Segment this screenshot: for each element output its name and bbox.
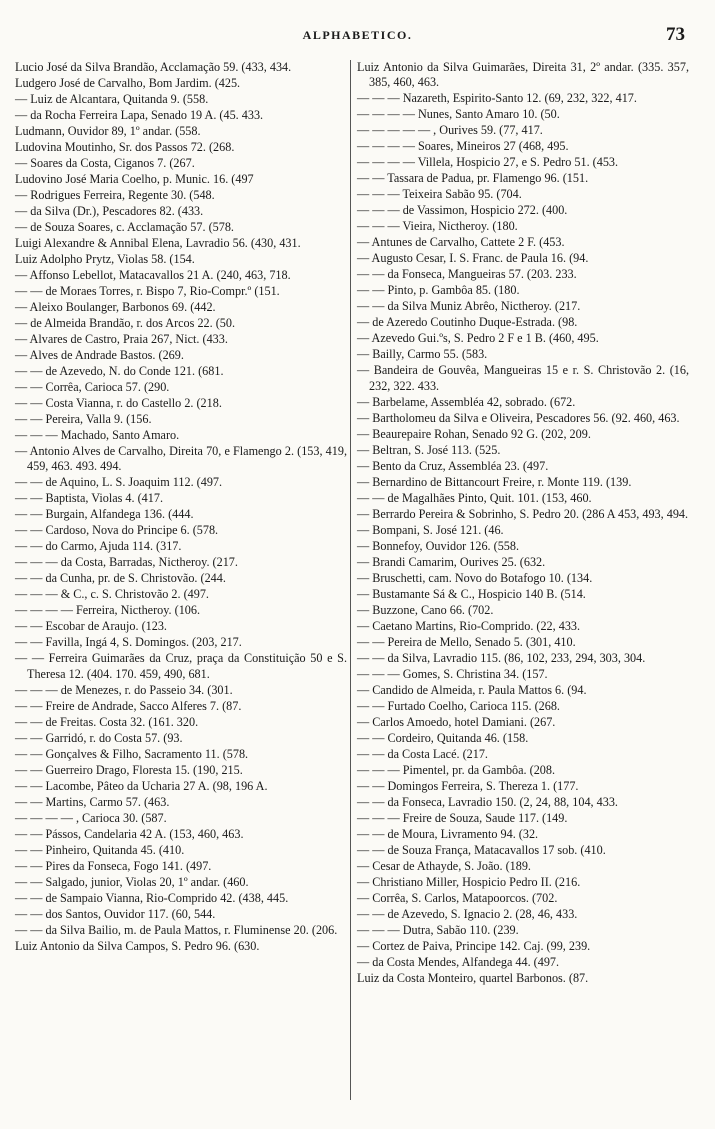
directory-entry: — — — Gomes, S. Christina 34. (157. — [357, 666, 548, 681]
directory-entry: — — Guerreiro Drago, Floresta 15. (190, 215. — [15, 762, 243, 777]
directory-entry: Luigi Alexandre & Annibal Elena, Lavradio 56. (430, 431. — [15, 236, 301, 250]
directory-entry: — Aleixo Boulanger, Barbonos 69. (442. — [15, 300, 216, 314]
directory-entry: — — — de Vassimon, Hospicio 272. (400. — [357, 203, 568, 218]
directory-entry: — — Freire de Andrade, Sacco Alferes 7. (87. — [15, 698, 242, 713]
directory-entry: — — da Fonseca, Lavradio 150. (2, 24, 88, 104, 433. — [357, 794, 618, 809]
directory-entry: — — Corrêa, Carioca 57. (290. — [15, 380, 170, 394]
directory-entry: — Azevedo Gui.ºs, S. Pedro 2 F e 1 B. (460, 495. — [357, 331, 599, 346]
directory-entry: — — de Azevedo, N. do Conde 121. (681. — [15, 364, 224, 378]
directory-entry: — — de Moraes Torres, r. Bispo 7, Rio-Compr.º (151. — [15, 284, 280, 298]
directory-entry: Ludmann, Ouvidor 89, 1º andar. (558. — [15, 124, 201, 138]
directory-entry: — Alves de Andrade Bastos. (269. — [15, 348, 184, 362]
directory-entry: — — Garridó, r. do Costa 57. (93. — [15, 730, 183, 745]
directory-entry: — — Costa Vianna, r. do Castello 2. (218. — [15, 396, 222, 410]
directory-entry: — — Pássos, Candelaria 42 A. (153, 460, 463. — [15, 826, 244, 841]
directory-entry: — — Furtado Coelho, Carioca 115. (268. — [357, 698, 560, 713]
right-column — [357, 60, 689, 987]
directory-entry: — — de Azevedo, S. Ignacio 2. (28, 46, 433. — [357, 906, 578, 921]
directory-entry: — de Almeida Brandão, r. dos Arcos 22. (50. — [15, 316, 236, 330]
directory-entry: — Bonnefoy, Ouvidor 126. (558. — [357, 538, 520, 553]
directory-entry: — — da Cunha, pr. de S. Christovão. (244. — [15, 571, 226, 586]
directory-entry: — — Lacombe, Pâteo da Ucharia 27 A. (98, 196 A. — [15, 778, 268, 793]
directory-entry: — — Salgado, junior, Violas 20, 1º andar. (460. — [15, 874, 249, 889]
directory-entry: — — — — Ferreira, Nictheroy. (106. — [15, 603, 201, 618]
directory-entry: — — de Souza França, Matacavallos 17 sob. (410. — [357, 842, 606, 857]
directory-entry: Ludgero José de Carvalho, Bom Jardim. (425. — [15, 76, 241, 90]
directory-entry: — — Pereira, Valla 9. (156. — [15, 412, 152, 426]
directory-entry: Ludovino José Maria Coelho, p. Munic. 16. (497 — [15, 172, 254, 186]
directory-entry: — — — Dutra, Sabão 110. (239. — [357, 922, 519, 937]
directory-entry: — da Rocha Ferreira Lapa, Senado 19 A. (45. 433. — [15, 108, 264, 122]
directory-entry: — Alvares de Castro, Praia 267, Nict. (433. — [15, 332, 228, 346]
directory-entry: — — de Moura, Livramento 94. (32. — [357, 826, 539, 841]
directory-entry: — Bompani, S. José 121. (46. — [357, 522, 504, 537]
directory-entry: — Bartholomeu da Silva e Oliveira, Pescadores 56. (92. 460, 463. — [357, 410, 680, 425]
directory-entry: — Bailly, Carmo 55. (583. — [357, 347, 488, 362]
directory-entry: — Cesar de Athayde, S. João. (189. — [357, 858, 531, 873]
directory-entry: — — da Silva Bailio, m. de Paula Mattos, r. Fluminense 20. (206. — [15, 922, 338, 937]
directory-entry: Ludovina Moutinho, Sr. dos Passos 72. (268. — [15, 140, 235, 154]
directory-entry: — — — — — , Ourives 59. (77, 417. — [357, 123, 543, 138]
directory-entry: — Beltran, S. José 113. (525. — [357, 442, 501, 457]
directory-entry: — Caetano Martins, Rio-Comprido. (22, 433. — [357, 618, 581, 633]
directory-entry: — Buzzone, Cano 66. (702. — [357, 602, 494, 617]
column-divider — [350, 60, 351, 1100]
left-column — [15, 60, 347, 955]
directory-entry: — Brandi Camarim, Ourives 25. (632. — [357, 554, 546, 569]
directory-entry: — — Gonçalves & Filho, Sacramento 11. (578. — [15, 746, 249, 761]
directory-entry: — — Favilla, Ingá 4, S. Domingos. (203, 217. — [15, 635, 242, 650]
directory-entry: — — — Freire de Souza, Saude 117. (149. — [357, 810, 568, 825]
directory-entry: Luiz Adolpho Prytz, Violas 58. (154. — [15, 252, 195, 266]
directory-entry: — — — Teixeira Sabão 95. (704. — [357, 187, 522, 202]
directory-entry: — — de Freitas. Costa 32. (161. 320. — [15, 714, 199, 729]
page-header — [0, 24, 715, 48]
directory-entry: — — Escobar de Araujo. (123. — [15, 619, 167, 634]
directory-entry: — da Costa Mendes, Alfandega 44. (497. — [357, 954, 560, 969]
directory-entry: — — da Costa Lacé. (217. — [357, 746, 488, 761]
directory-entry: — — — Vieira, Nictheroy. (180. — [357, 219, 518, 234]
directory-entry: — da Silva (Dr.), Pescadores 82. (433. — [15, 204, 204, 218]
directory-entry: — Antonio Alves de Carvalho, Direita 70, e Flamengo 2. (153, 419, 459, 463. 493. 494. — [15, 444, 347, 474]
directory-entry: — — dos Santos, Ouvidor 117. (60, 544. — [15, 906, 216, 921]
directory-entry: — Augusto Cesar, I. S. Franc. de Paula 16. (94. — [357, 251, 589, 266]
directory-entry: — — da Silva, Lavradio 115. (86, 102, 233, 294, 303, 304. — [357, 650, 646, 665]
directory-entry: — — Pinto, p. Gambôa 85. (180. — [357, 283, 520, 298]
directory-entry: — — do Carmo, Ajuda 114. (317. — [15, 539, 182, 554]
directory-entry: — Bernardino de Bittancourt Freire, r. Monte 119. (139. — [357, 474, 632, 489]
directory-entry: — Christiano Miller, Hospicio Pedro II. (216. — [357, 874, 581, 889]
directory-entry: — — Ferreira Guimarães da Cruz, praça da Constituição 50 e S. Theresa 12. (404. 170. 459, 490, 681. — [15, 651, 347, 681]
directory-entry: — — — — Soares, Mineiros 27 (468, 495. — [357, 139, 569, 154]
directory-entry: — Carlos Amoedo, hotel Damiani. (267. — [357, 714, 556, 729]
directory-entry: — — Burgain, Alfandega 136. (444. — [15, 507, 194, 522]
directory-entry: — — de Magalhães Pinto, Quit. 101. (153, 460. — [357, 490, 592, 505]
directory-entry: — — — — Nunes, Santo Amaro 10. (50. — [357, 107, 560, 122]
directory-entry: — — da Fonseca, Mangueiras 57. (203. 233. — [357, 267, 577, 282]
directory-entry: — Barbelame, Assembléa 42, sobrado. (672. — [357, 394, 576, 409]
directory-entry: — — Cardoso, Nova do Principe 6. (578. — [15, 523, 219, 538]
directory-entry: — Bustamante Sá & C., Hospicio 140 B. (514. — [357, 586, 586, 601]
directory-entry: — Bento da Cruz, Assembléa 23. (497. — [357, 458, 549, 473]
directory-entry: — Antunes de Carvalho, Cattete 2 F. (453. — [357, 235, 565, 250]
directory-entry: — — Baptista, Violas 4. (417. — [15, 491, 163, 506]
directory-entry: — — Pires da Fonseca, Fogo 141. (497. — [15, 858, 212, 873]
directory-entry: — Rodrigues Ferreira, Regente 30. (548. — [15, 188, 215, 202]
running-title: ALPHABETICO. — [302, 28, 413, 42]
directory-entry: — de Souza Soares, c. Acclamação 57. (578. — [15, 220, 234, 234]
directory-entry: Luiz Antonio da Silva Guimarães, Direita 31, 2º andar. (335. 357, 385, 460, 463. — [357, 60, 689, 90]
directory-entry: Luiz da Costa Monteiro, quartel Barbonos. (87. — [357, 970, 589, 985]
directory-entry: — Candido de Almeida, r. Paula Mattos 6. (94. — [357, 682, 587, 697]
directory-entry: — — da Silva Muniz Abrêo, Nictheroy. (217. — [357, 299, 581, 314]
directory-entry: — Cortez de Paiva, Principe 142. Caj. (99, 239. — [357, 938, 591, 953]
directory-entry: — — Martins, Carmo 57. (463. — [15, 794, 170, 809]
directory-entry: — Bruschetti, cam. Novo do Botafogo 10. (134. — [357, 570, 593, 585]
directory-entry: Luiz Antonio da Silva Campos, S. Pedro 96. (630. — [15, 938, 260, 953]
directory-entry: — Berrardo Pereira & Sobrinho, S. Pedro 20. (286 A 453, 493, 494. — [357, 506, 689, 521]
directory-entry: — — Pinheiro, Quitanda 45. (410. — [15, 842, 185, 857]
directory-entry: Lucio José da Silva Brandão, Acclamação 59. (433, 434. — [15, 60, 292, 74]
directory-entry: — — — Machado, Santo Amaro. — [15, 428, 180, 442]
directory-entry: — — Tassara de Padua, pr. Flamengo 96. (151. — [357, 171, 589, 186]
directory-entry: — — — — Villela, Hospicio 27, e S. Pedro 51. (453. — [357, 155, 619, 170]
directory-entry: — — — da Costa, Barradas, Nictheroy. (217. — [15, 555, 238, 570]
directory-entry: — — Pereira de Mello, Senado 5. (301, 410. — [357, 634, 576, 649]
page-number: 73 — [666, 24, 685, 45]
directory-entry: — Bandeira de Gouvêa, Mangueiras 15 e r. S. Christovão 2. (16, 232, 322. 433. — [357, 363, 689, 393]
directory-entry: — — — Nazareth, Espirito-Santo 12. (69, 232, 322, 417. — [357, 91, 637, 106]
directory-entry: — — Domingos Ferreira, S. Thereza 1. (177. — [357, 778, 579, 793]
directory-entry: — Corrêa, S. Carlos, Matapoorcos. (702. — [357, 890, 558, 905]
directory-entry: — Beaurepaire Rohan, Senado 92 G. (202, 209. — [357, 426, 591, 441]
directory-entry: — Luiz de Alcantara, Quitanda 9. (558. — [15, 92, 209, 106]
directory-entry: — Affonso Lebellot, Matacavallos 21 A. (240, 463, 718. — [15, 268, 291, 282]
directory-entry: — — de Aquino, L. S. Joaquim 112. (497. — [15, 475, 223, 490]
directory-entry: — — — de Menezes, r. do Passeio 34. (301. — [15, 682, 233, 697]
directory-entry: — — — — , Carioca 30. (587. — [15, 810, 167, 825]
directory-entry: — — Cordeiro, Quitanda 46. (158. — [357, 730, 529, 745]
directory-entry: — — — Pimentel, pr. da Gambôa. (208. — [357, 762, 556, 777]
directory-entry: — de Azeredo Coutinho Duque-Estrada. (98. — [357, 315, 578, 330]
directory-entry: — — — & C., c. S. Christovão 2. (497. — [15, 587, 209, 602]
directory-entry: — Soares da Costa, Ciganos 7. (267. — [15, 156, 195, 170]
directory-entry: — — de Sampaio Vianna, Rio-Comprido 42. (438, 445. — [15, 890, 289, 905]
